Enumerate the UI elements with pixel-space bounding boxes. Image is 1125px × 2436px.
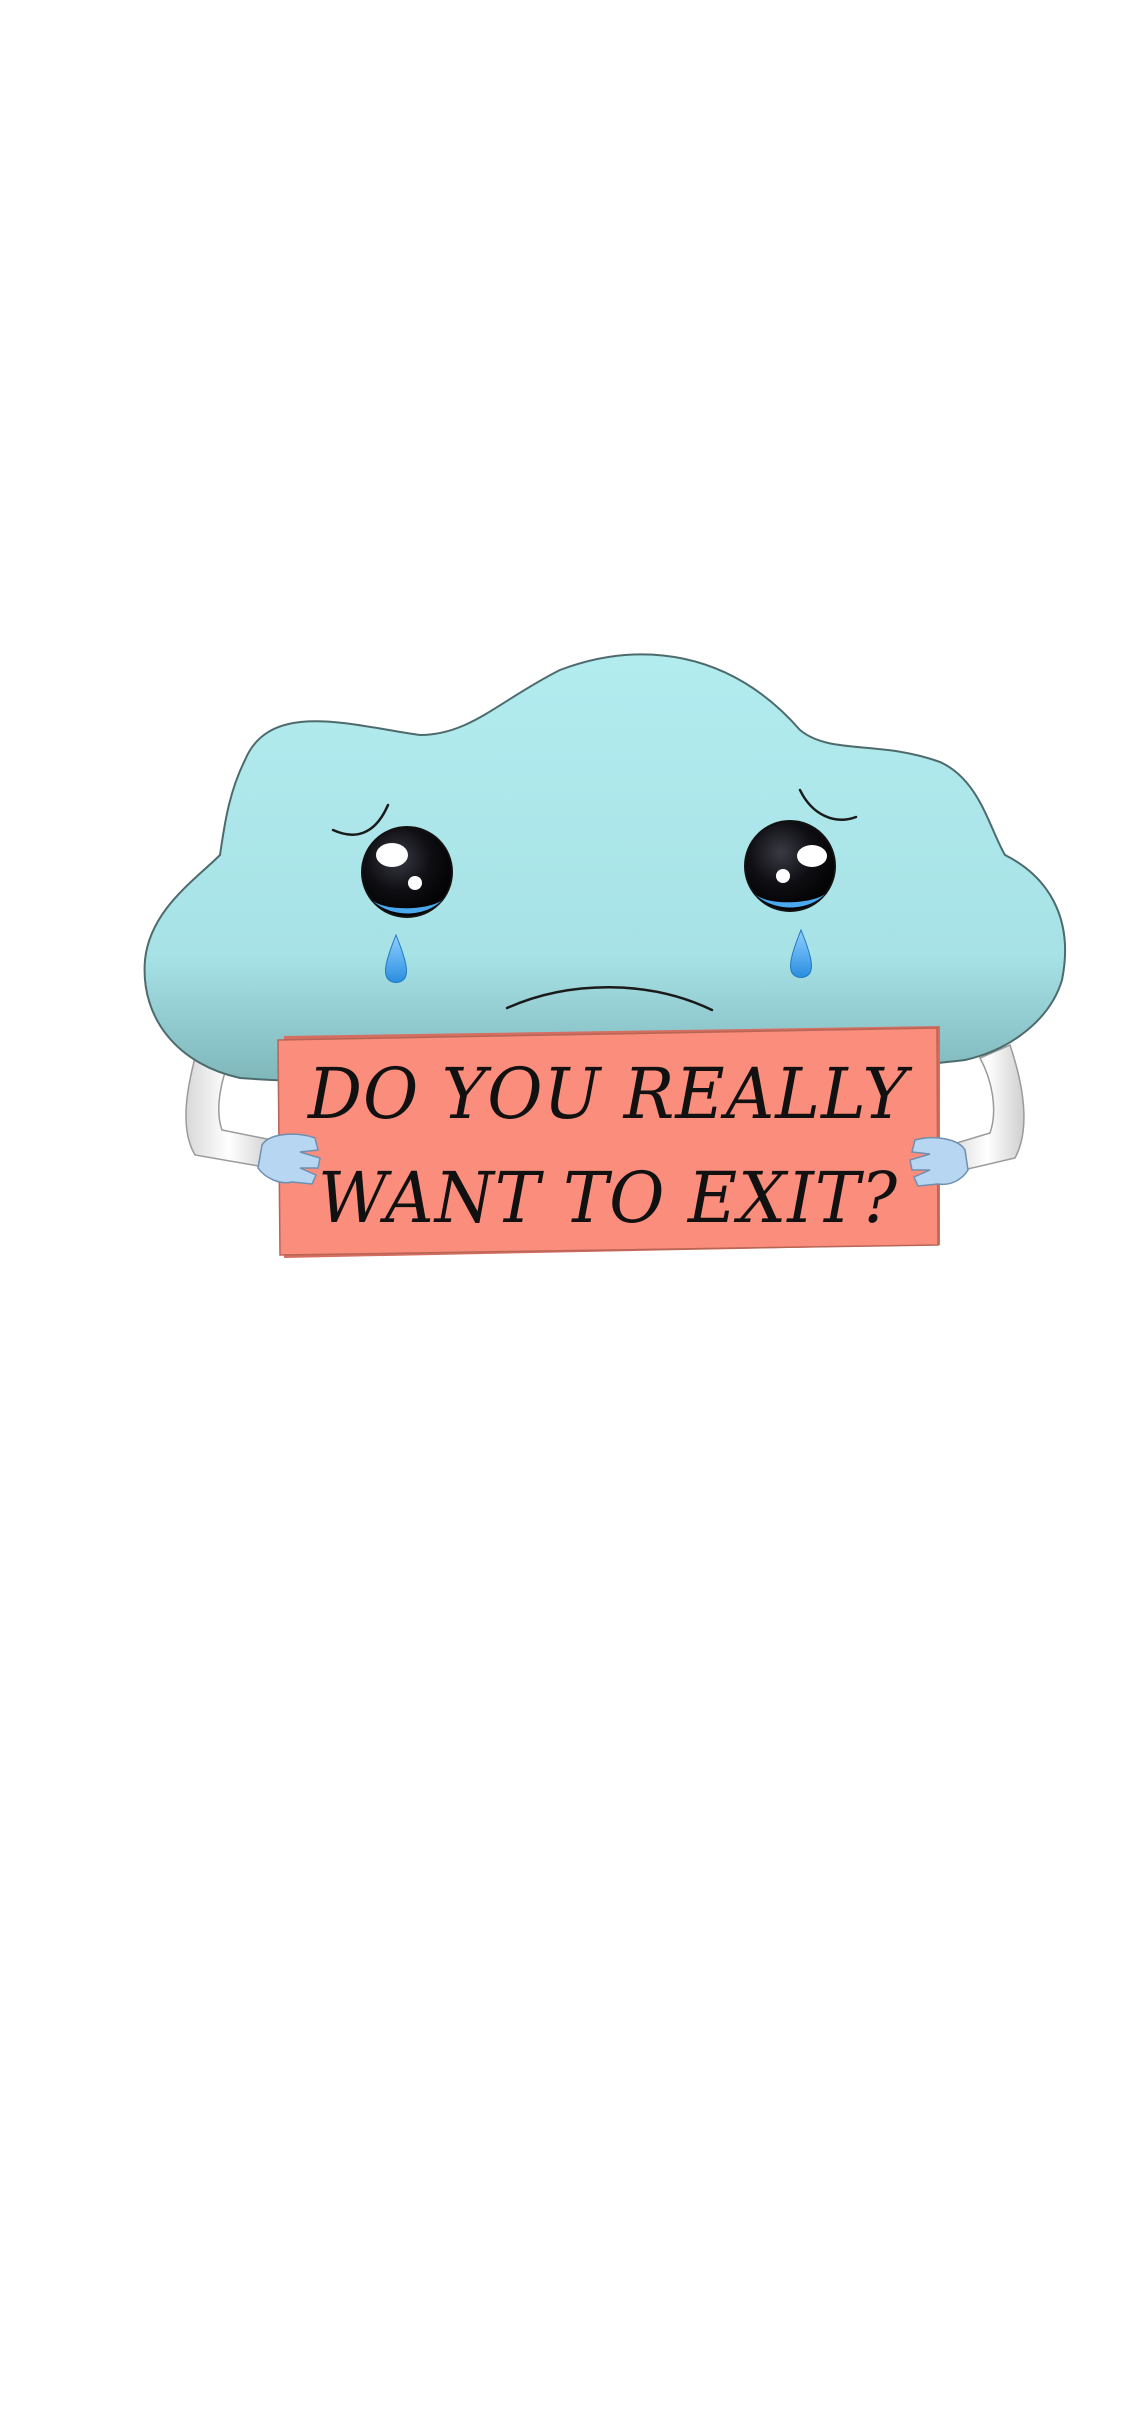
cloud-body — [145, 654, 1065, 1083]
sign-line-2: WANT TO EXIT? — [318, 1157, 898, 1239]
sign-line-1: DO YOU REALLY — [306, 1053, 913, 1135]
exit-sign — [278, 1026, 940, 1258]
left-hand — [258, 1134, 320, 1184]
right-hand — [910, 1138, 968, 1186]
right-eye — [745, 821, 835, 911]
left-eye — [362, 827, 452, 917]
